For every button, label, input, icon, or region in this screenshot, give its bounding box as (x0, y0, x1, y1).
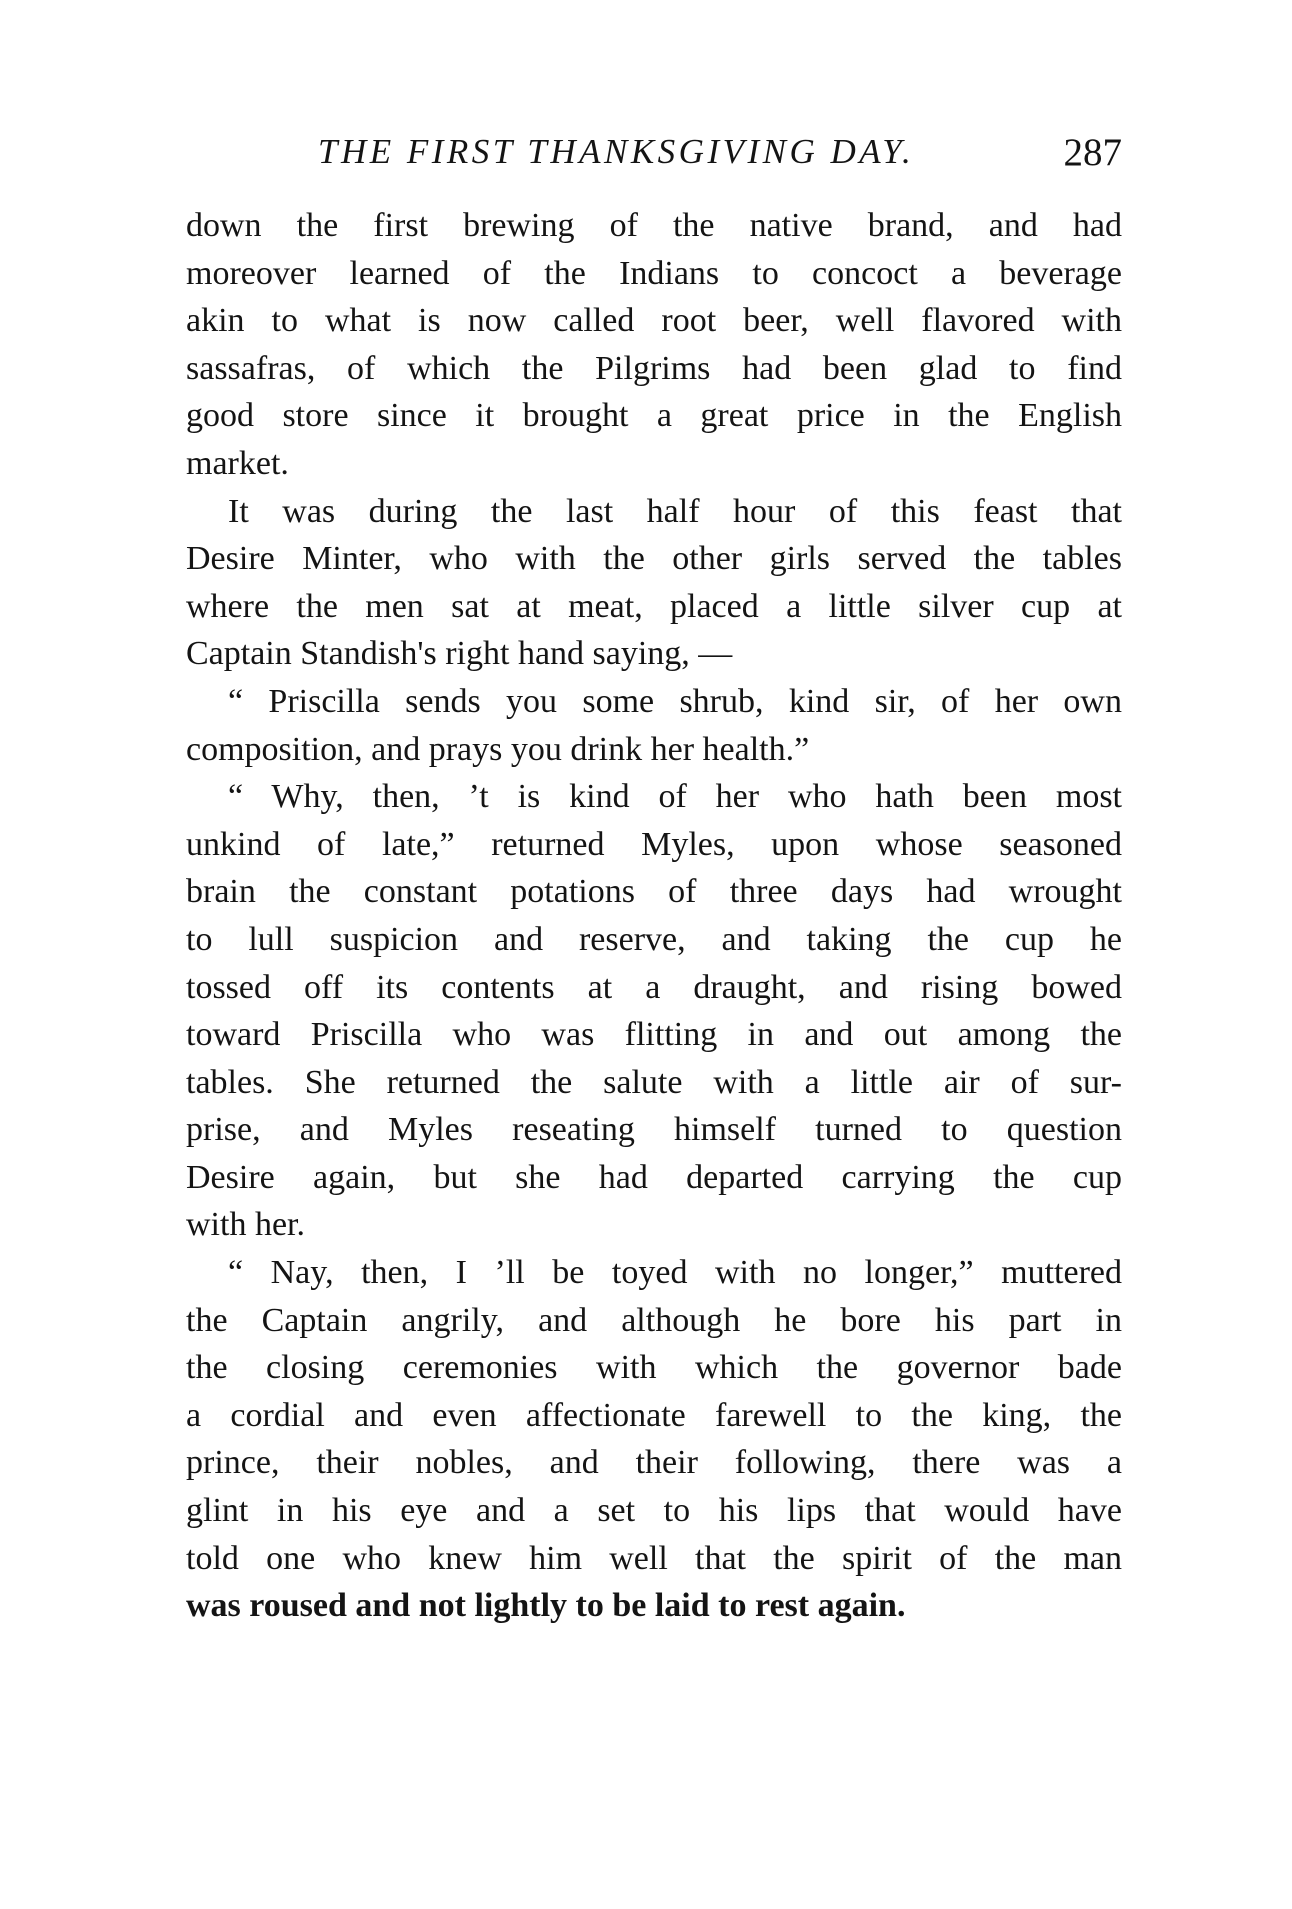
running-title: THE FIRST THANKSGIVING DAY. (318, 132, 915, 171)
paragraph (186, 773, 1122, 1249)
text-line: down the first brewing of the native brand, and had (186, 207, 1122, 244)
text-line: glint in his eye and a set to his lips that would have (186, 1492, 1122, 1530)
text-line: toward Priscilla who was flitting in and out among the (186, 1016, 1122, 1054)
body-text (186, 202, 1122, 1630)
page-number: 287 (1063, 131, 1122, 174)
running-head (186, 132, 1122, 178)
paragraph (186, 488, 1122, 678)
text-line: “ Why, then, ’t is kind of her who hath been most (228, 778, 1122, 816)
text-line: brain the constant potations of three days had wrought (186, 873, 1122, 911)
text-line: It was during the last half hour of this feast that (228, 492, 1122, 530)
text-line: good store since it brought a great price in the English (186, 397, 1122, 435)
text-line: with her. (186, 1206, 305, 1244)
text-line: where the men sat at meat, placed a little silver cup at (186, 587, 1122, 625)
text-line: tossed off its contents at a draught, and rising bowed (186, 968, 1122, 1006)
text-line: composition, and prays you drink her health.” (186, 730, 810, 768)
text-line: Desire again, but she had departed carrying the cup (186, 1158, 1122, 1196)
text-line: akin to what is now called root beer, well flavored with (186, 302, 1122, 340)
text-line: market. (186, 444, 289, 482)
text-line: unkind of late,” returned Myles, upon whose seasoned (186, 825, 1122, 863)
text-line: the Captain angrily, and although he bore his part in (186, 1301, 1122, 1339)
text-line: told one who knew him well that the spirit of the man (186, 1539, 1122, 1577)
text-line: was roused and not lightly to be laid to rest again. (186, 1587, 906, 1625)
text-line: prise, and Myles reseating himself turned to question (186, 1111, 1122, 1149)
text-line: prince, their nobles, and their following, there was a (186, 1444, 1122, 1482)
text-line: the closing ceremonies with which the governor bade (186, 1349, 1122, 1387)
paragraph (186, 678, 1122, 773)
text-line: to lull suspicion and reserve, and taking the cup he (186, 920, 1122, 958)
paragraph (186, 1249, 1122, 1630)
text-line: sassafras, of which the Pilgrims had been glad to find (186, 349, 1122, 387)
text-line: tables. She returned the salute with a little air of sur- (186, 1063, 1122, 1101)
text-line: Desire Minter, who with the other girls served the tables (186, 540, 1122, 578)
text-line: Captain Standish's right hand saying, — (186, 635, 733, 673)
text-line: a cordial and even affectionate farewell to the king, the (186, 1396, 1122, 1434)
text-line: “ Priscilla sends you some shrub, kind sir, of her own (228, 682, 1122, 720)
paragraph (186, 202, 1122, 488)
text-line: moreover learned of the Indians to concoct a beverage (186, 254, 1122, 292)
text-line: “ Nay, then, I ’ll be toyed with no longer,” muttered (228, 1254, 1122, 1292)
